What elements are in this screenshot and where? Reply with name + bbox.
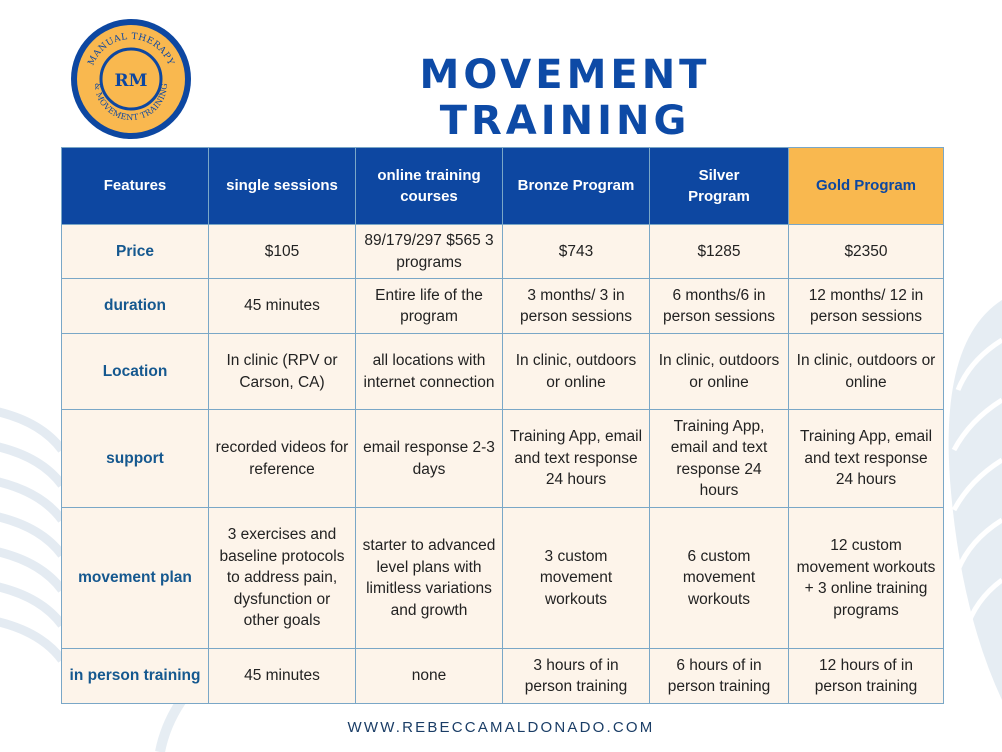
column-header-bronze: Bronze Program (503, 148, 650, 225)
table-cell: Entire life of the program (356, 279, 503, 334)
brand-logo (69, 18, 193, 140)
row-label: Location (62, 334, 209, 410)
svg-text:MANUAL THERAPY: MANUAL THERAPY (86, 31, 176, 68)
row-label: support (62, 410, 209, 508)
table-cell: $105 (209, 225, 356, 279)
column-header-features: Features (62, 148, 209, 225)
row-label: in person training (62, 649, 209, 704)
table-row-movement-plan (62, 508, 944, 649)
table-row-in-person-training (62, 649, 944, 704)
table-cell: 12 hours of in person training (789, 649, 944, 704)
table-cell: all locations with internet connection (356, 334, 503, 410)
table-cell: In clinic (RPV or Carson, CA) (209, 334, 356, 410)
table-cell: Training App, email and text response 24 hours (503, 410, 650, 508)
svg-text:& MOVEMENT TRAINING: & MOVEMENT TRAINING (92, 82, 170, 123)
pricing-table (61, 147, 944, 704)
table-cell: 3 hours of in person training (503, 649, 650, 704)
table-cell: none (356, 649, 503, 704)
row-label: movement plan (62, 508, 209, 649)
table-cell: 12 months/ 12 in person sessions (789, 279, 944, 334)
table-cell: In clinic, outdoors or online (650, 334, 789, 410)
column-header-gold: Gold Program (789, 148, 944, 225)
table-cell: Training App, email and text response 24 hours (789, 410, 944, 508)
page-title: MOVEMENT TRAINING (419, 52, 711, 144)
table-row-duration (62, 279, 944, 334)
table-cell: $2350 (789, 225, 944, 279)
column-header-online-courses: online training courses (356, 148, 503, 225)
table-cell: recorded videos for reference (209, 410, 356, 508)
table-cell: 6 months/6 in person sessions (650, 279, 789, 334)
table-cell: 45 minutes (209, 649, 356, 704)
table-cell: 89/179/297 $565 3 programs (356, 225, 503, 279)
column-header-silver: Silver Program (650, 148, 789, 225)
logo-seal-icon (69, 18, 193, 140)
table-cell: $1285 (650, 225, 789, 279)
header-row (62, 148, 944, 225)
table-cell: 3 exercises and baseline protocols to address pain, dysfunction or other goals (209, 508, 356, 649)
table-cell: 3 months/ 3 in person sessions (503, 279, 650, 334)
table-cell: 3 custom movement workouts (503, 508, 650, 649)
row-label: Price (62, 225, 209, 279)
column-header-single-sessions: single sessions (209, 148, 356, 225)
table-cell: starter to advanced level plans with limitless variations and growth (356, 508, 503, 649)
table-cell: 6 hours of in person training (650, 649, 789, 704)
table-cell: email response 2-3 days (356, 410, 503, 508)
table-cell: Training App, email and text response 24 hours (650, 410, 789, 508)
website-url: WWW.REBECCAMALDONADO.COM (347, 719, 655, 736)
row-label: duration (62, 279, 209, 334)
table-cell: 12 custom movement workouts + 3 online training programs (789, 508, 944, 649)
table-row-support (62, 410, 944, 508)
decorative-leaf-left (0, 390, 70, 690)
table-cell: 45 minutes (209, 279, 356, 334)
table-cell: In clinic, outdoors or online (503, 334, 650, 410)
table-cell: In clinic, outdoors or online (789, 334, 944, 410)
table-row-location (62, 334, 944, 410)
table-row-price (62, 225, 944, 279)
table-cell: $743 (503, 225, 650, 279)
table-cell: 6 custom movement workouts (650, 508, 789, 649)
logo-monogram: RM (114, 71, 148, 91)
